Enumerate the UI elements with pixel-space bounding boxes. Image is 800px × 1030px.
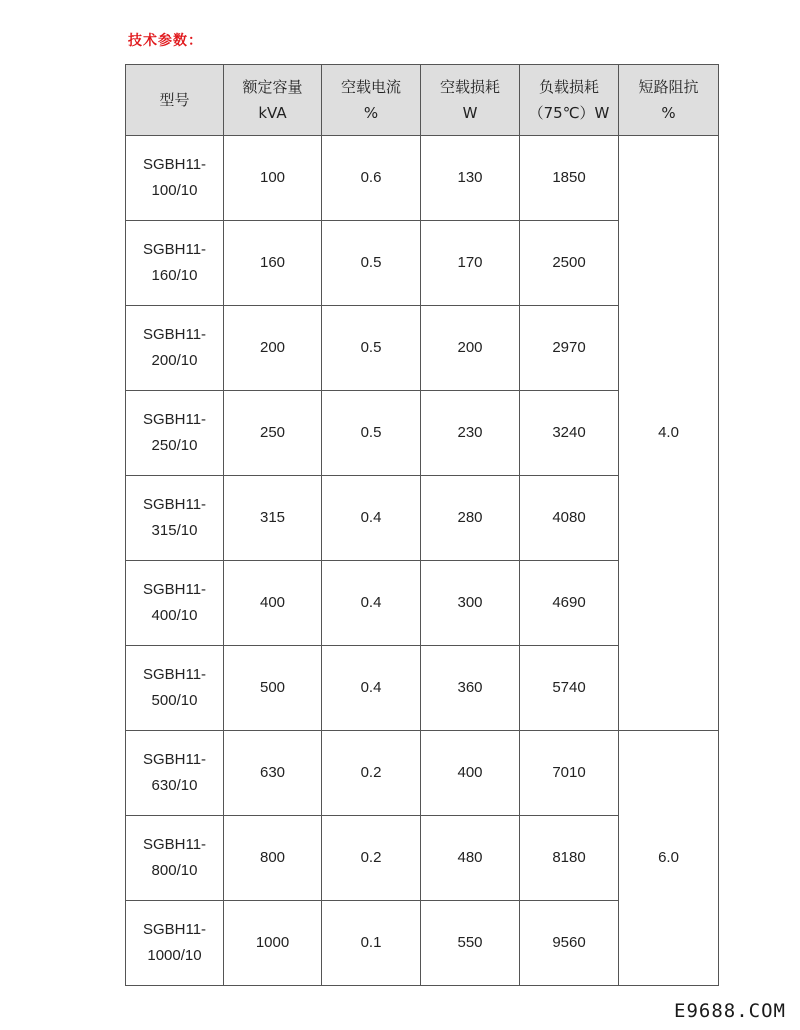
capacity-cell: 500	[224, 646, 322, 731]
header-row	[126, 65, 719, 136]
header-load-loss: 负载损耗 （75℃）W	[520, 65, 619, 136]
site-watermark: E9688.COM	[674, 1000, 786, 1022]
noload-current-cell: 0.2	[322, 816, 421, 901]
noload-loss-cell: 360	[421, 646, 520, 731]
table-header	[126, 65, 719, 136]
header-model: 型号	[126, 65, 224, 136]
load-loss-cell: 3240	[520, 391, 619, 476]
capacity-cell: 630	[224, 731, 322, 816]
header-noload-current: 空载电流 %	[322, 65, 421, 136]
capacity-cell: 160	[224, 221, 322, 306]
noload-current-cell: 0.4	[322, 561, 421, 646]
capacity-cell: 250	[224, 391, 322, 476]
load-loss-cell: 8180	[520, 816, 619, 901]
capacity-cell: 800	[224, 816, 322, 901]
model-cell: SGBH11- 315/10	[126, 476, 224, 561]
noload-current-cell: 0.6	[322, 136, 421, 221]
capacity-cell: 200	[224, 306, 322, 391]
noload-loss-cell: 400	[421, 731, 520, 816]
capacity-cell: 100	[224, 136, 322, 221]
noload-current-cell: 0.1	[322, 901, 421, 986]
load-loss-cell: 4690	[520, 561, 619, 646]
noload-current-cell: 0.4	[322, 476, 421, 561]
header-impedance: 短路阻抗 %	[619, 65, 719, 136]
noload-current-cell: 0.4	[322, 646, 421, 731]
impedance-cell: 6.0	[619, 731, 719, 986]
impedance-cell: 4.0	[619, 136, 719, 731]
header-capacity: 额定容量 kVA	[224, 65, 322, 136]
load-loss-cell: 2970	[520, 306, 619, 391]
model-cell: SGBH11- 250/10	[126, 391, 224, 476]
model-cell: SGBH11- 400/10	[126, 561, 224, 646]
section-title: 技术参数：	[128, 33, 203, 49]
noload-loss-cell: 480	[421, 816, 520, 901]
model-cell: SGBH11- 200/10	[126, 306, 224, 391]
table-row	[126, 136, 719, 221]
table-body	[126, 136, 719, 986]
load-loss-cell: 5740	[520, 646, 619, 731]
noload-loss-cell: 200	[421, 306, 520, 391]
noload-current-cell: 0.2	[322, 731, 421, 816]
noload-current-cell: 0.5	[322, 391, 421, 476]
model-cell: SGBH11- 1000/10	[126, 901, 224, 986]
noload-loss-cell: 230	[421, 391, 520, 476]
load-loss-cell: 2500	[520, 221, 619, 306]
capacity-cell: 315	[224, 476, 322, 561]
model-cell: SGBH11- 800/10	[126, 816, 224, 901]
noload-loss-cell: 280	[421, 476, 520, 561]
capacity-cell: 400	[224, 561, 322, 646]
table-row	[126, 731, 719, 816]
model-cell: SGBH11- 500/10	[126, 646, 224, 731]
header-noload-loss: 空载损耗 W	[421, 65, 520, 136]
noload-loss-cell: 130	[421, 136, 520, 221]
load-loss-cell: 1850	[520, 136, 619, 221]
model-cell: SGBH11- 630/10	[126, 731, 224, 816]
noload-loss-cell: 550	[421, 901, 520, 986]
model-cell: SGBH11- 100/10	[126, 136, 224, 221]
load-loss-cell: 4080	[520, 476, 619, 561]
capacity-cell: 1000	[224, 901, 322, 986]
noload-loss-cell: 170	[421, 221, 520, 306]
load-loss-cell: 7010	[520, 731, 619, 816]
model-cell: SGBH11- 160/10	[126, 221, 224, 306]
noload-current-cell: 0.5	[322, 221, 421, 306]
noload-current-cell: 0.5	[322, 306, 421, 391]
load-loss-cell: 9560	[520, 901, 619, 986]
noload-loss-cell: 300	[421, 561, 520, 646]
spec-table	[125, 64, 719, 986]
